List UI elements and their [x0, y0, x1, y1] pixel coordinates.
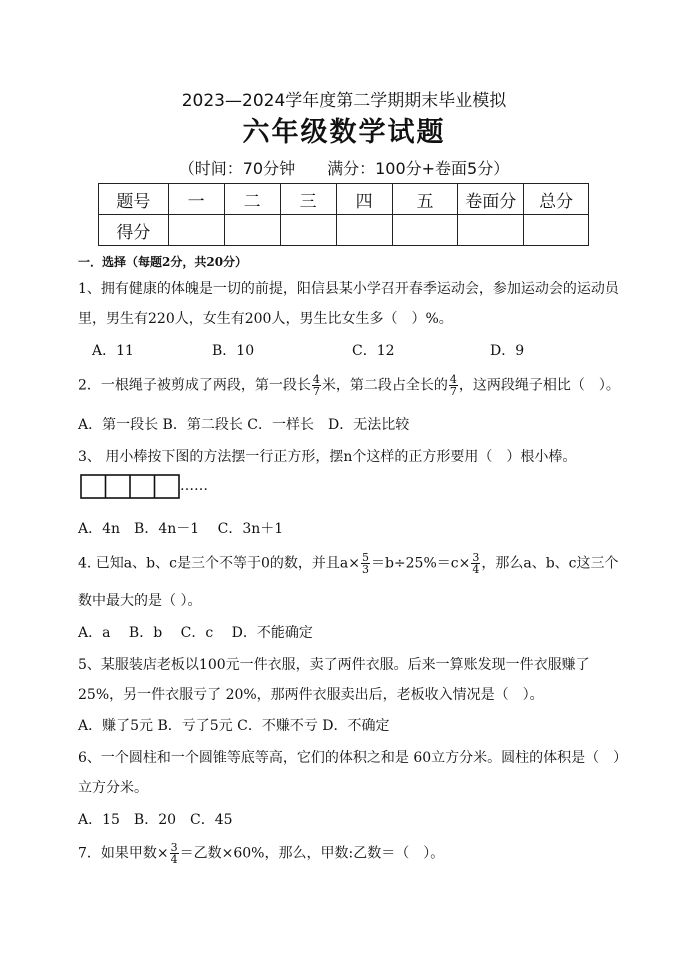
exam-header-line: 2023—2024学年度第二学期期末毕业模拟	[181, 91, 507, 111]
q3-options: A．4n B．4n－1 C．3n＋1	[78, 521, 284, 537]
score-cell[interactable]	[392, 215, 458, 246]
fraction-numerator: 4	[312, 373, 320, 386]
q4-line1	[78, 552, 619, 575]
score-cell[interactable]	[336, 215, 392, 246]
score-header-cell: 三	[280, 184, 336, 215]
q7-text-2: ＝乙数×60%，那么，甲数:乙数＝（ ）。	[179, 845, 445, 862]
q1-option-b: B．10	[212, 343, 255, 359]
q1-line1: 1、拥有健康的体魄是一切的前提，阳信县某小学召开春季运动会，参加运动会的运动员	[78, 281, 619, 297]
q2-options: A．第一段长 B．第二段长 C．一样长 D．无法比较	[78, 417, 410, 433]
fraction-denominator: 4	[170, 853, 178, 866]
score-table-score-row	[99, 215, 589, 246]
q2-text-1: 2．一根绳子被剪成了两段，第一段长	[78, 377, 311, 394]
score-header-cell: 一	[168, 184, 224, 215]
fraction-numerator: 3	[170, 841, 178, 854]
q6-line1: 6、一个圆柱和一个圆锥等底等高，它们的体积之和是 60立方分米。圆柱的体积是（ ）	[78, 750, 628, 766]
fraction	[361, 552, 370, 575]
score-row-label: 得分	[99, 215, 169, 246]
q2-text-2: 米，第二段占全长的	[321, 377, 448, 394]
q2-text-3: ，这两段绳子相比（ ）。	[458, 377, 620, 394]
q5-options: A．赚了5元 B．亏了5元 C．不赚不亏 D．不确定	[78, 718, 390, 734]
score-header-cell: 总分	[524, 184, 589, 215]
fraction-numerator: 3	[472, 551, 480, 564]
fraction-denominator: 3	[361, 563, 369, 576]
fraction	[449, 374, 458, 397]
exam-title: 六年级数学试题	[242, 117, 446, 148]
fraction	[312, 374, 321, 397]
score-header-cell: 卷面分	[458, 184, 524, 215]
q5-line1: 5、某服装店老板以100元一件衣服，卖了两件衣服。后来一算账发现一件衣服赚了	[78, 657, 590, 673]
q6-options: A．15 B．20 C．45	[78, 812, 233, 828]
fraction	[170, 842, 179, 865]
score-table-header-row	[99, 184, 589, 215]
score-table	[98, 183, 589, 246]
q6-line2: 立方分米。	[78, 780, 148, 796]
q4-text-2: ＝b÷25%＝c×	[370, 555, 471, 572]
score-header-cell: 题号	[99, 184, 169, 215]
fraction-denominator: 7	[312, 385, 320, 398]
q1-option-d: D．9	[490, 343, 525, 359]
score-cell[interactable]	[224, 215, 280, 246]
score-header-cell: 二	[224, 184, 280, 215]
score-cell[interactable]	[168, 215, 224, 246]
fraction-denominator: 7	[449, 385, 457, 398]
fraction-denominator: 4	[472, 563, 480, 576]
q1-line2: 里，男生有220人，女生有200人，男生比女生多（ ）%。	[78, 311, 453, 327]
q7-line	[78, 842, 444, 865]
q1-option-a: A．11	[92, 343, 134, 359]
q4-line2: 数中最大的是（ ）。	[78, 593, 202, 609]
q4-options: A．a B．b C．c D．不能确定	[78, 625, 313, 641]
q4-text-3: ，那么a、b、c这三个	[481, 555, 619, 572]
fraction-numerator: 5	[361, 551, 369, 564]
q7-text-1: 7．如果甲数×	[78, 845, 169, 862]
q2-line	[78, 374, 620, 397]
score-cell[interactable]	[524, 215, 589, 246]
q5-line2: 25%，另一件衣服亏了 20%，那两件衣服卖出后，老板收入情况是（ ）。	[78, 687, 544, 703]
score-header-cell: 五	[392, 184, 458, 215]
fraction-numerator: 4	[449, 373, 457, 386]
section-heading: 一．选择（每题2分，共20分）	[78, 255, 248, 269]
score-cell[interactable]	[280, 215, 336, 246]
exam-subtitle: （时间：70分钟 满分：100分+卷面5分）	[178, 159, 510, 178]
q3-text: 3、 用小棒按下图的方法摆一行正方形，摆n个这样的正方形要用（ ）根小棒。	[78, 449, 577, 465]
figure-ellipsis: ……	[180, 478, 208, 494]
q4-text-1: 4. 已知a、b、c是三个不等于0的数，并且a×	[78, 555, 360, 572]
fraction	[471, 552, 480, 575]
score-cell[interactable]	[458, 215, 524, 246]
q1-option-c: C．12	[352, 343, 395, 359]
matchstick-squares-figure	[80, 474, 182, 500]
score-header-cell: 四	[336, 184, 392, 215]
